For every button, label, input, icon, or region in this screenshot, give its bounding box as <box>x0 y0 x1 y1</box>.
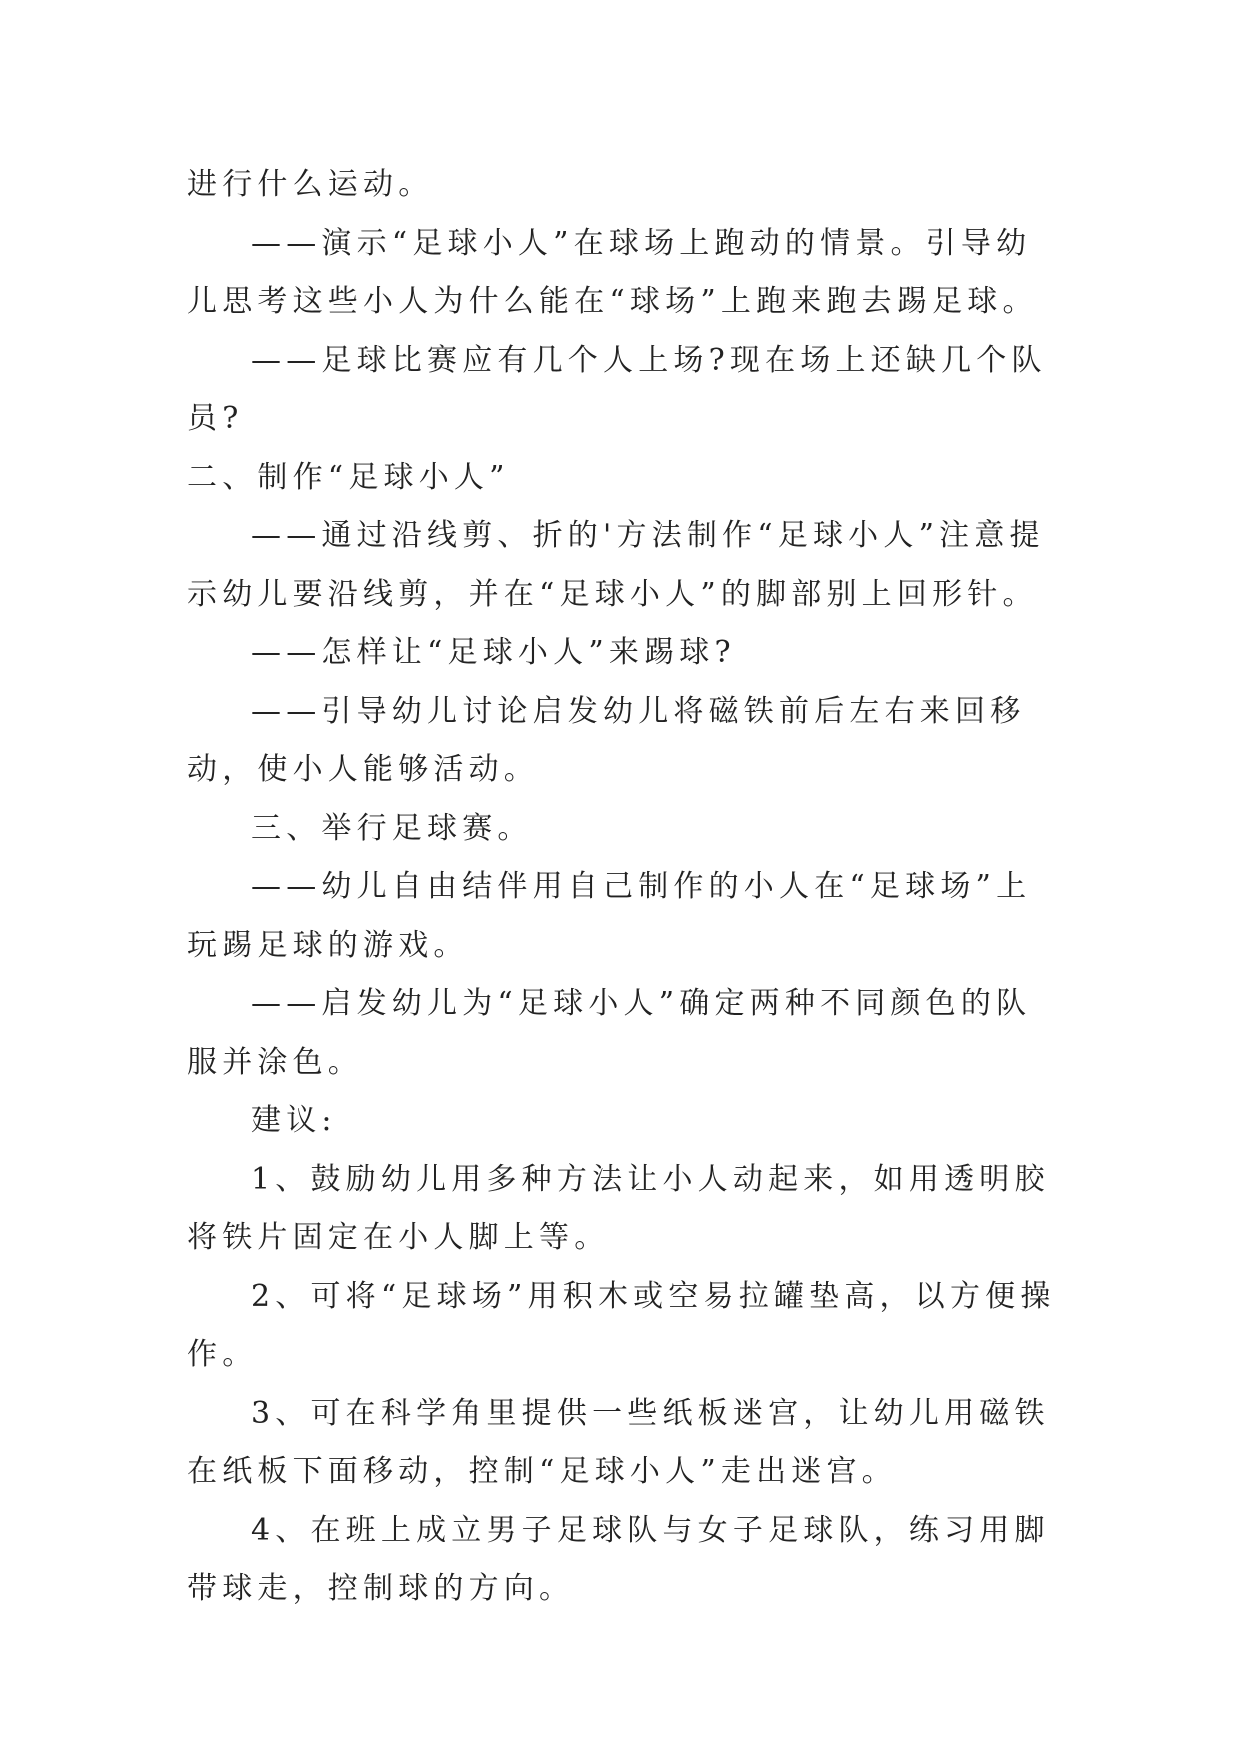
section-heading-make: 二、制作“足球小人” <box>187 459 510 495</box>
suggestion-item-2: 2、可将“足球场”用积木或空易拉罐垫高，以方便操作。 <box>187 1278 1056 1372</box>
paragraph-continuation: 进行什么运动。 <box>187 167 434 202</box>
paragraph-magnet: ——引导幼儿讨论启发幼儿将磁铁前后左右来回移动，使小人能够活动。 <box>187 693 1026 787</box>
paragraph-how-kick: ——怎样让“足球小人”来踢球? <box>251 635 736 670</box>
suggestion-item-1: 1、鼓励幼儿用多种方法让小人动起来，如用透明胶将铁片固定在小人脚上等。 <box>187 1161 1050 1255</box>
paragraph-uniform: ——启发幼儿为“足球小人”确定两种不同颜色的队服并涂色。 <box>187 986 1032 1080</box>
suggestion-item-3: 3、可在科学角里提供一些纸板迷宫，让幼儿用磁铁在纸板下面移动，控制“足球小人”走出迷宫。 <box>187 1395 1050 1489</box>
paragraph-free-play: ——幼儿自由结伴用自己制作的小人在“足球场”上玩踢足球的游戏。 <box>187 869 1032 963</box>
paragraph-demonstration: ——演示“足球小人”在球场上跑动的情景。引导幼儿思考这些小人为什么能在“球场”上跑来跑去踢足球。 <box>187 225 1038 319</box>
paragraph-question-players: ——足球比赛应有几个人上场?现在场上还缺几个队员? <box>187 342 1047 436</box>
section-heading-suggestions: 建议: <box>251 1103 337 1138</box>
section-heading-match: 三、举行足球赛。 <box>251 810 533 846</box>
document-body <box>187 156 1057 1619</box>
paragraph-cut-fold: ——通过沿线剪、折的'方法制作“足球小人”注意提示幼儿要沿线剪，并在“足球小人”的脚部别上回形针。 <box>187 518 1045 612</box>
suggestion-item-4: 4、在班上成立男子足球队与女子足球队，练习用脚带球走，控制球的方向。 <box>187 1512 1050 1606</box>
